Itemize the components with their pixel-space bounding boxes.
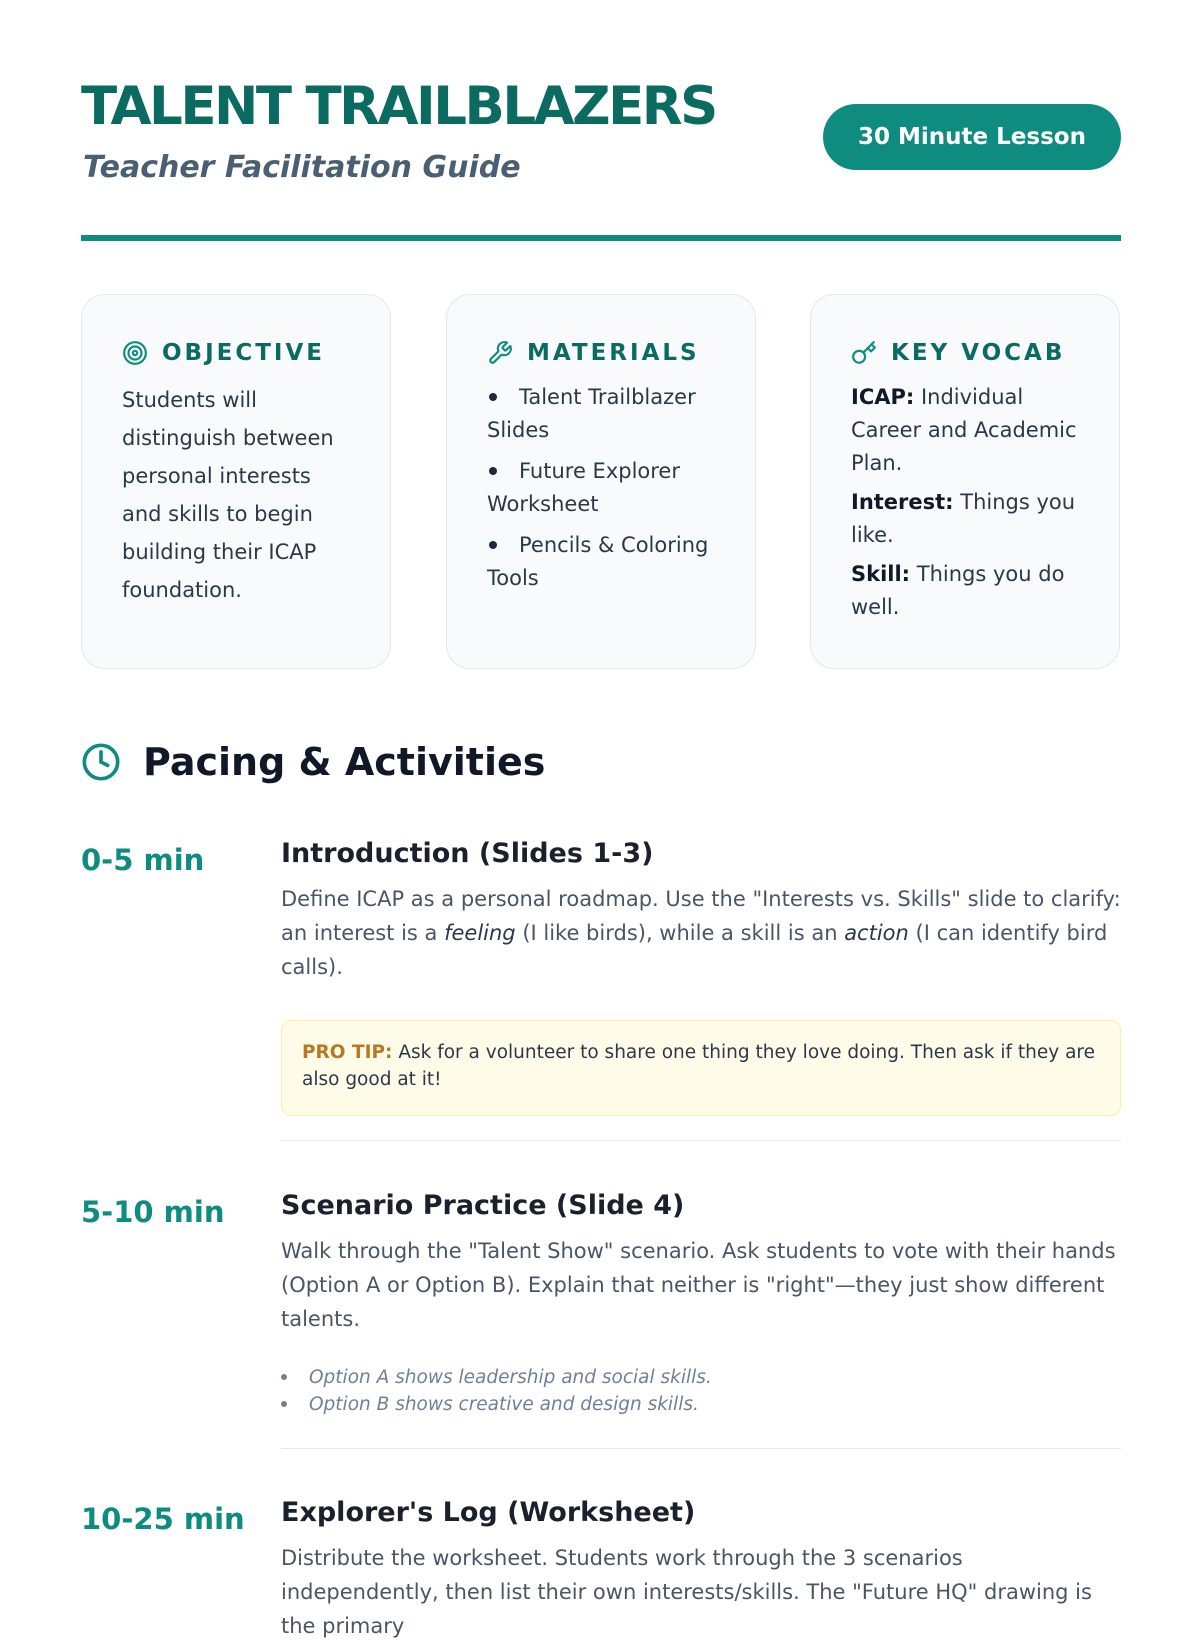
header-divider xyxy=(81,235,1121,241)
vocab-term: ICAP: xyxy=(851,385,915,409)
options-list xyxy=(281,1364,1121,1418)
wrench-icon xyxy=(487,340,513,366)
page-subtitle: Teacher Facilitation Guide xyxy=(83,150,521,185)
key-icon xyxy=(851,340,877,366)
vocab-entry xyxy=(851,558,1079,624)
bullet-icon xyxy=(281,1401,287,1407)
step-content xyxy=(281,1495,1121,1643)
materials-list xyxy=(487,381,715,595)
list-item xyxy=(487,455,715,521)
pro-tip-label: PRO TIP: xyxy=(302,1042,393,1063)
vocab-entry xyxy=(851,381,1079,480)
bullet-icon xyxy=(281,1374,287,1380)
objective-card xyxy=(81,294,391,669)
pro-tip-callout xyxy=(281,1020,1121,1116)
step-divider xyxy=(281,1448,1121,1449)
step-description-text: (I can identify bird calls). xyxy=(281,921,1108,979)
vocab-term: Skill: xyxy=(851,562,911,586)
step-content xyxy=(281,836,1121,1116)
objective-text: Students will distinguish between personal interests and skills to begin building their ICAP foundation. xyxy=(122,388,334,602)
section-title: Pacing & Activities xyxy=(143,740,546,784)
step-time: 5-10 min xyxy=(81,1195,225,1229)
emphasis-text: feeling xyxy=(444,921,516,945)
vocab-card-header xyxy=(851,335,1079,371)
step-divider xyxy=(281,1140,1121,1141)
vocab-term: Interest: xyxy=(851,490,954,514)
vocab-card xyxy=(810,294,1120,669)
bullet-icon xyxy=(489,467,497,475)
material-item-label: Future Explorer Worksheet xyxy=(487,459,680,516)
vocab-list xyxy=(851,381,1079,624)
guide-header xyxy=(81,0,1121,245)
option-text: Option B shows creative and design skills. xyxy=(309,1394,699,1415)
vocab-entry xyxy=(851,486,1079,552)
lesson-guide-page xyxy=(81,0,1121,1638)
emphasis-text: action xyxy=(844,921,909,945)
step-title: Scenario Practice (Slide 4) xyxy=(281,1190,685,1221)
clock-icon xyxy=(81,742,121,782)
vocab-definition: Things you like. xyxy=(851,490,1076,547)
step-description-text: Define ICAP as a personal roadmap. Use the "Interests vs. Skills" slide to clarify: an interest is a xyxy=(281,887,1121,945)
page-title: TALENT TRAILBLAZERS xyxy=(81,76,716,137)
step-content xyxy=(281,1188,1121,1418)
material-item-label: Talent Trailblazer Slides xyxy=(487,385,696,442)
bullet-icon xyxy=(489,541,497,549)
step-time: 10-25 min xyxy=(81,1502,245,1536)
pro-tip-text: Ask for a volunteer to share one thing they love doing. Then ask if they are also good at it! xyxy=(302,1042,1096,1090)
lesson-duration-badge: 30 Minute Lesson xyxy=(823,104,1121,170)
step-description xyxy=(281,882,1121,984)
step-time: 0-5 min xyxy=(81,843,205,877)
vocab-card-title: KEY VOCAB xyxy=(891,340,1066,366)
info-cards xyxy=(81,294,1121,671)
step-title: Introduction (Slides 1-3) xyxy=(281,838,654,869)
objective-card-title: OBJECTIVE xyxy=(162,340,325,366)
materials-card-header xyxy=(487,335,715,371)
materials-card-title: MATERIALS xyxy=(527,340,700,366)
vocab-definition: Things you do well. xyxy=(851,562,1065,619)
list-item xyxy=(487,381,715,447)
step-description: Walk through the "Talent Show" scenario. Ask students to vote with their hands (Option A or Option B). Explain that neither is "right"—they just show different talents. xyxy=(281,1239,1116,1331)
list-item xyxy=(281,1364,1121,1391)
step-title: Explorer's Log (Worksheet) xyxy=(281,1497,696,1528)
pacing-section-header xyxy=(81,740,545,784)
bullet-icon xyxy=(489,393,497,401)
vocab-definition: Individual Career and Academic Plan. xyxy=(851,385,1077,475)
target-icon xyxy=(122,340,148,366)
objective-card-header xyxy=(122,335,350,371)
material-item-label: Pencils & Coloring Tools xyxy=(487,533,709,590)
step-description-text: (I like birds), while a skill is an xyxy=(515,921,845,945)
option-text: Option A shows leadership and social skills. xyxy=(309,1367,712,1388)
materials-card xyxy=(446,294,756,669)
list-item xyxy=(281,1391,1121,1418)
list-item xyxy=(487,529,715,595)
step-description: Distribute the worksheet. Students work through the 3 scenarios independently, then list their own interests/skills. The "Future HQ" drawing is the primary xyxy=(281,1546,1092,1638)
